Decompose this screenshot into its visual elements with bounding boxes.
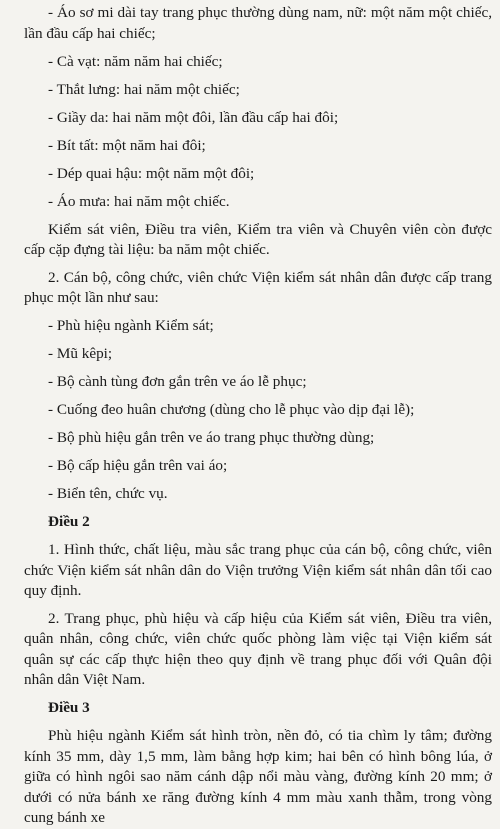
list-item-pine-branch: - Bộ cành tùng đơn gắn trên ve áo lễ phục; (48, 372, 307, 390)
list-item-collar-badge: - Bộ phù hiệu gắn trên ve áo trang phục thường dùng; (48, 428, 375, 446)
list-item-shirt: - Áo sơ mi dài tay trang phục thường dùng nam, nữ: một năm một chiếc, lần đầu cấp hai chiếc; (24, 4, 492, 42)
list-item-shoulder-rank: - Bộ cấp hiệu gắn trên vai áo; (48, 456, 228, 474)
list-item-medal-ribbon: - Cuống đeo huân chương (dùng cho lễ phục vào dịp đại lễ); (48, 400, 415, 418)
list-item-belt: - Thắt lưng: hai năm một chiếc; (48, 80, 240, 98)
paragraph-section-2-intro: 2. Cán bộ, công chức, viên chức Viện kiểm sát nhân dân được cấp trang phục một lần như sau: (24, 268, 492, 306)
list-item-name-plate: - Biển tên, chức vụ. (48, 484, 168, 502)
article-2-paragraph-1: 1. Hình thức, chất liệu, màu sắc trang phục của cán bộ, công chức, viên chức Viện kiểm sát nhân dân do Viện trưởng Viện kiểm sát nhân dân tối cao quy định. (24, 541, 492, 599)
paragraph-document-bag: Kiểm sát viên, Điều tra viên, Kiểm tra viên và Chuyên viên còn được cấp cặp đựng tài liệu: ba năm một chiếc. (24, 220, 492, 258)
list-item-tie: - Cà vạt: năm năm hai chiếc; (48, 52, 223, 70)
list-item-insignia: - Phù hiệu ngành Kiểm sát; (48, 316, 214, 334)
list-item-raincoat: - Áo mưa: hai năm một chiếc. (48, 192, 230, 210)
list-item-socks: - Bít tất: một năm hai đôi; (48, 136, 206, 154)
article-2-heading: Điều 2 (48, 512, 90, 530)
list-item-sandals: - Dép quai hậu: một năm một đôi; (48, 164, 255, 182)
article-2-paragraph-2: 2. Trang phục, phù hiệu và cấp hiệu của Kiểm sát viên, Điều tra viên, quân nhân, công chức, viên chức quốc phòng làm việc tại Viện kiểm sát quân sự các cấp thực hiện theo quy định về trang phục đối với Quân đội nhân dân Việt Nam. (24, 609, 492, 688)
list-item-leather-shoes: - Giầy da: hai năm một đôi, lần đầu cấp hai đôi; (48, 108, 339, 126)
list-item-kepi-hat: - Mũ kêpi; (48, 344, 113, 362)
article-3-heading: Điều 3 (48, 698, 90, 716)
article-3-paragraph-1: Phù hiệu ngành Kiểm sát hình tròn, nền đỏ, có tia chìm ly tâm; đường kính 35 mm, dày 1,5 mm, làm bằng hợp kim; hai bên có hình bông lúa, ở giữa có hình ngôi sao năm cánh dập nổi màu vàng, đường kính 20 mm; ở dưới có nửa bánh xe răng đường kính 4 mm màu xanh thẫm, trong vòng cung bánh xe (24, 727, 492, 826)
